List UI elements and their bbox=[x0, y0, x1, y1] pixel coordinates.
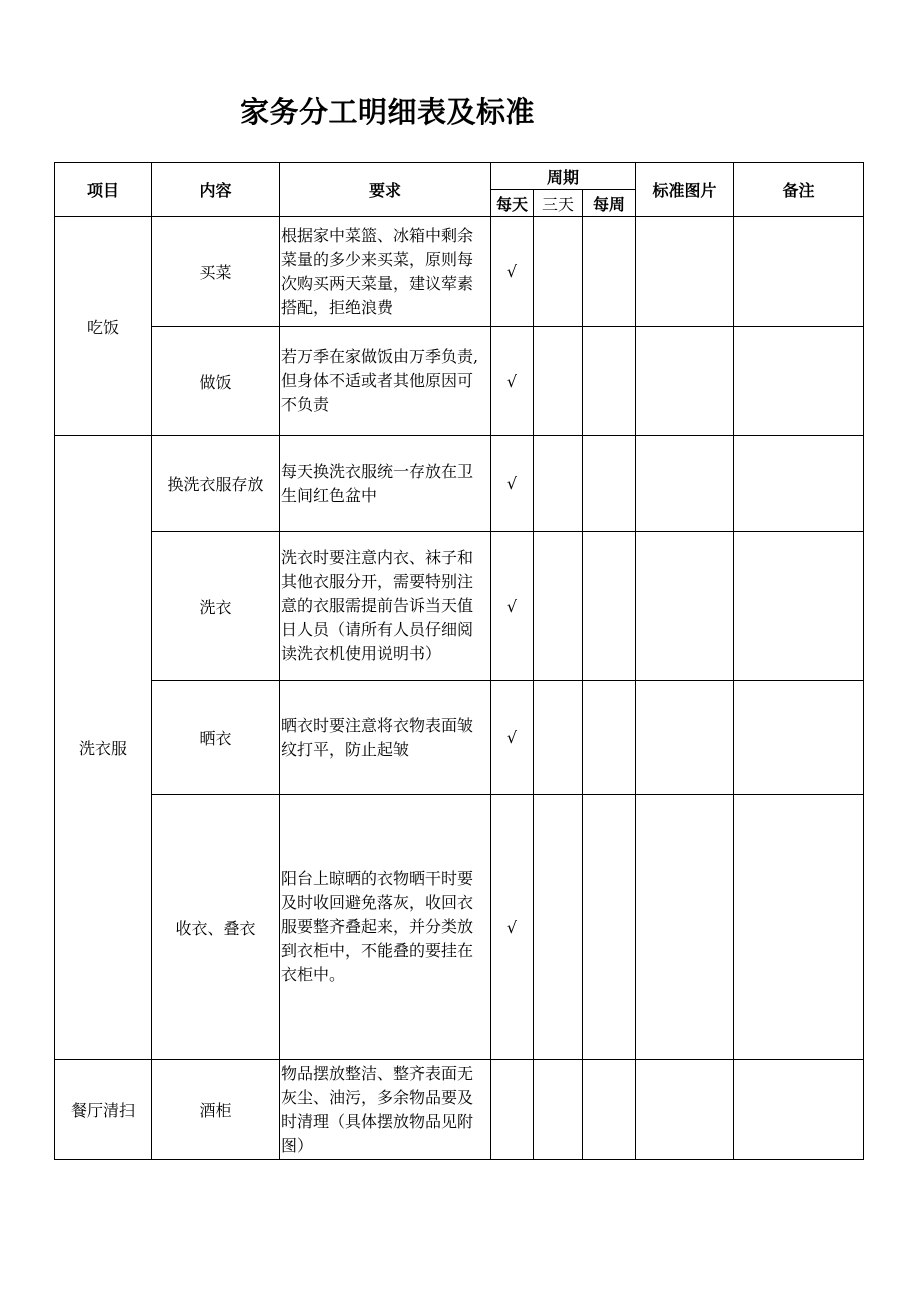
remark-cell bbox=[734, 217, 864, 327]
weekly-check bbox=[583, 436, 636, 532]
table-row bbox=[55, 1060, 864, 1160]
requirement-text: 根据家中菜篮、冰箱中剩余 菜量的多少来买菜，原则每 次购买两天菜量，建议荤素 搭配，拒绝浪费 bbox=[281, 225, 474, 317]
category-cell: 吃饭 bbox=[55, 217, 152, 436]
requirement-text: 若万季在家做饭由万季负责, 但身体不适或者其他原因可 不负责 bbox=[281, 347, 479, 414]
header-content: 内容 bbox=[152, 163, 280, 217]
weekly-check bbox=[583, 532, 636, 681]
remark-cell bbox=[734, 795, 864, 1060]
requirement-text: 物品摆放整洁、整齐表面无 灰尘、油污，多余物品要及 时清理（具体摆放物品见附 图） bbox=[281, 1063, 474, 1155]
std-image-cell bbox=[636, 532, 734, 681]
item-cell: 酒柜 bbox=[152, 1060, 280, 1160]
requirement-cell bbox=[280, 217, 491, 327]
item-cell: 换洗衣服存放 bbox=[152, 436, 280, 532]
header-daily: 每天 bbox=[491, 190, 534, 217]
category-cell: 洗衣服 bbox=[55, 436, 152, 1060]
std-image-cell bbox=[636, 1060, 734, 1160]
weekly-check bbox=[583, 795, 636, 1060]
requirement-text: 每天换洗衣服统一存放在卫 生间红色盆中 bbox=[281, 461, 474, 505]
requirement-cell bbox=[280, 1060, 491, 1160]
weekly-check bbox=[583, 1060, 636, 1160]
item-cell: 收衣、叠衣 bbox=[152, 795, 280, 1060]
three-days-check bbox=[534, 532, 583, 681]
requirement-text: 洗衣时要注意内衣、袜子和 其他衣服分开，需要特别注 意的衣服需提前告诉当天值 日人员（请所有人员仔细阅 读洗衣机使用说明书） bbox=[281, 548, 474, 663]
table-row bbox=[55, 795, 864, 1060]
std-image-cell bbox=[636, 681, 734, 795]
std-image-cell bbox=[636, 436, 734, 532]
daily-check: √ bbox=[491, 217, 534, 327]
weekly-check bbox=[583, 327, 636, 436]
std-image-cell bbox=[636, 327, 734, 436]
remark-cell bbox=[734, 1060, 864, 1160]
item-cell: 晒衣 bbox=[152, 681, 280, 795]
daily-check: √ bbox=[491, 681, 534, 795]
weekly-check bbox=[583, 681, 636, 795]
three-days-check bbox=[534, 681, 583, 795]
remark-cell bbox=[734, 681, 864, 795]
three-days-check bbox=[534, 1060, 583, 1160]
daily-check: √ bbox=[491, 436, 534, 532]
three-days-check bbox=[534, 217, 583, 327]
weekly-check bbox=[583, 217, 636, 327]
item-cell: 做饭 bbox=[152, 327, 280, 436]
remark-cell bbox=[734, 327, 864, 436]
header-three-days: 三天 bbox=[534, 190, 583, 217]
item-cell: 买菜 bbox=[152, 217, 280, 327]
item-cell: 洗衣 bbox=[152, 532, 280, 681]
requirement-cell bbox=[280, 436, 491, 532]
table-row bbox=[55, 532, 864, 681]
requirement-text: 晒衣时要注意将衣物表面皱 纹打平，防止起皱 bbox=[281, 715, 474, 759]
remark-cell bbox=[734, 532, 864, 681]
requirement-text: 阳台上晾晒的衣物晒干时要 及时收回避免落灰，收回衣 服要整齐叠起来，并分类放 到衣柜中，不能叠的要挂在 衣柜中。 bbox=[281, 869, 474, 984]
table-row bbox=[55, 681, 864, 795]
requirement-cell bbox=[280, 681, 491, 795]
three-days-check bbox=[534, 436, 583, 532]
remark-cell bbox=[734, 436, 864, 532]
header-std-image: 标准图片 bbox=[636, 163, 734, 217]
requirement-cell bbox=[280, 532, 491, 681]
category-cell: 餐厅清扫 bbox=[55, 1060, 152, 1160]
three-days-check bbox=[534, 327, 583, 436]
daily-check: √ bbox=[491, 532, 534, 681]
daily-check bbox=[491, 1060, 534, 1160]
header-project: 项目 bbox=[55, 163, 152, 217]
table-row bbox=[55, 436, 864, 532]
requirement-cell bbox=[280, 327, 491, 436]
requirement-cell bbox=[280, 795, 491, 1060]
page-title: 家务分工明细表及标准 bbox=[240, 95, 536, 129]
header-remark: 备注 bbox=[734, 163, 864, 217]
header-requirement: 要求 bbox=[280, 163, 491, 217]
std-image-cell bbox=[636, 217, 734, 327]
daily-check: √ bbox=[491, 795, 534, 1060]
header-cycle: 周期 bbox=[491, 163, 636, 190]
header-weekly: 每周 bbox=[583, 190, 636, 217]
three-days-check bbox=[534, 795, 583, 1060]
table-row bbox=[55, 327, 864, 436]
daily-check: √ bbox=[491, 327, 534, 436]
chores-table bbox=[54, 162, 864, 1160]
std-image-cell bbox=[636, 795, 734, 1060]
table-row bbox=[55, 217, 864, 327]
